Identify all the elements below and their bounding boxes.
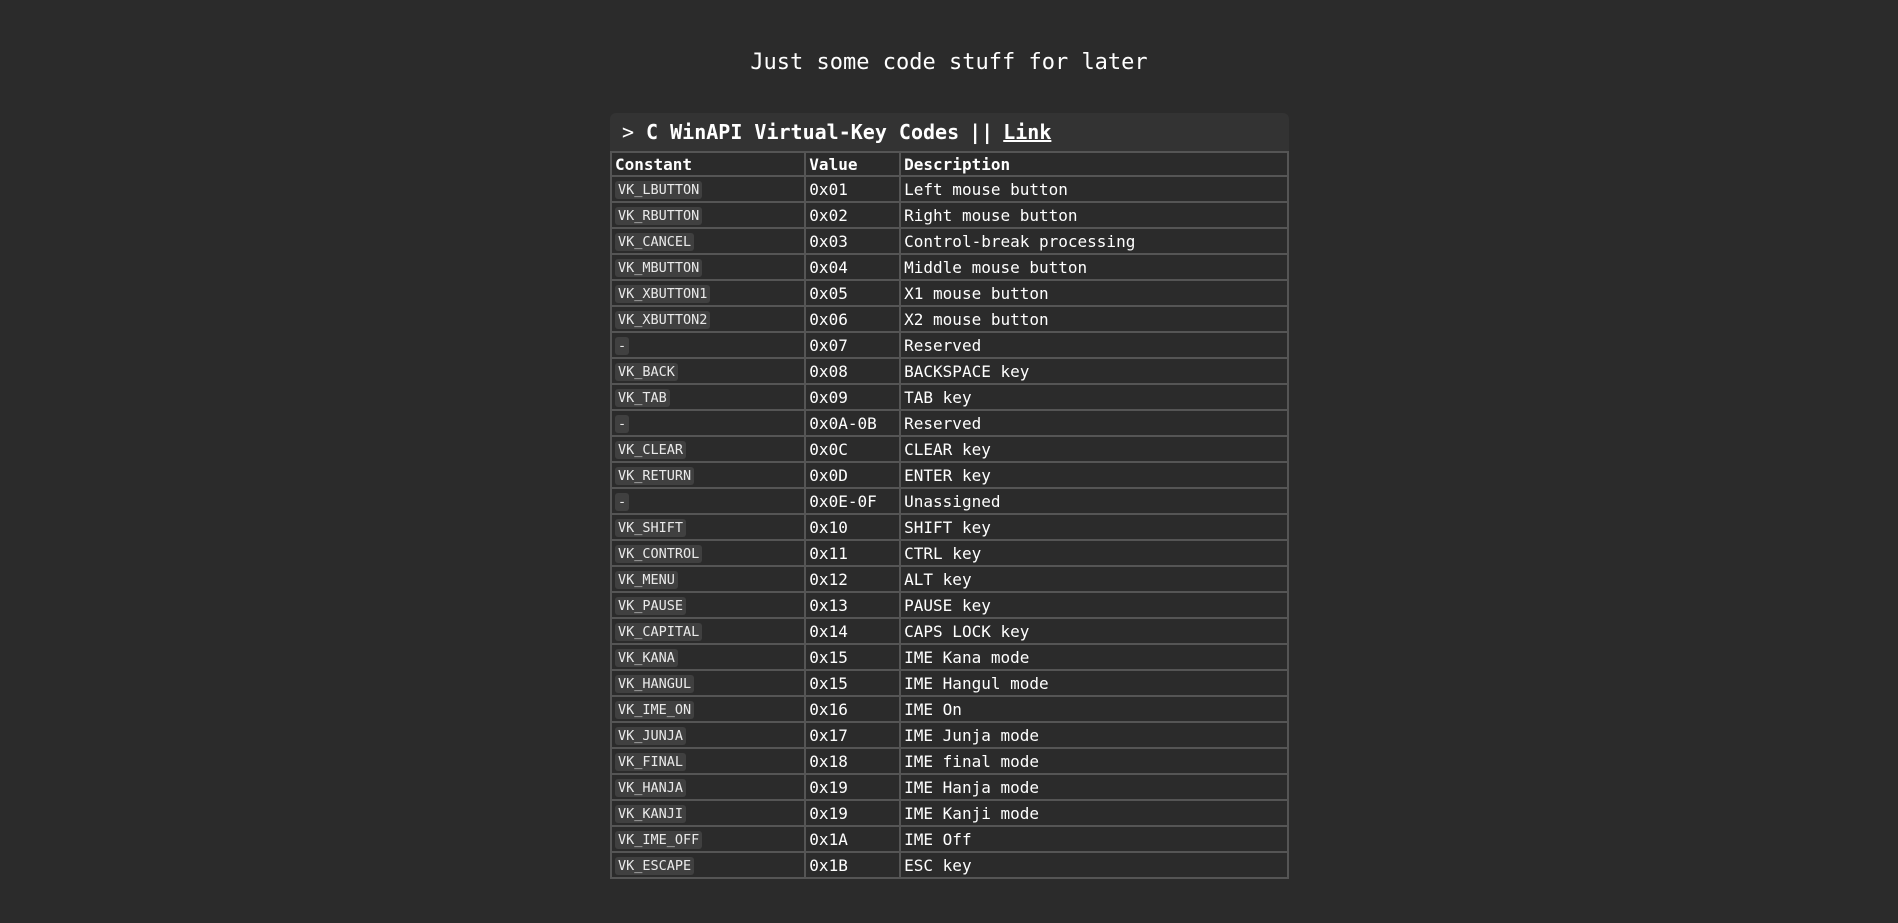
table-row [611, 826, 1288, 852]
constant-cell [611, 644, 805, 670]
table-row [611, 410, 1288, 436]
constant-code: VK_ESCAPE [615, 857, 694, 875]
constant-code: VK_RBUTTON [615, 207, 702, 225]
value-cell: 0x10 [805, 514, 900, 540]
constant-cell [611, 254, 805, 280]
value-cell: 0x18 [805, 748, 900, 774]
table-row [611, 566, 1288, 592]
description-cell: ESC key [900, 852, 1288, 878]
section-separator: || [969, 120, 994, 144]
constant-code: VK_HANJA [615, 779, 686, 797]
description-cell: PAUSE key [900, 592, 1288, 618]
virtual-key-table [610, 151, 1289, 879]
constant-code: VK_SHIFT [615, 519, 686, 537]
table-row [611, 696, 1288, 722]
table-row [611, 748, 1288, 774]
constant-code: VK_IME_ON [615, 701, 694, 719]
description-cell: IME Hangul mode [900, 670, 1288, 696]
description-cell: X1 mouse button [900, 280, 1288, 306]
value-cell: 0x09 [805, 384, 900, 410]
virtual-key-codes-section [610, 113, 1289, 879]
value-cell: 0x15 [805, 670, 900, 696]
value-cell: 0x0C [805, 436, 900, 462]
description-cell: CLEAR key [900, 436, 1288, 462]
table-row [611, 540, 1288, 566]
value-cell: 0x06 [805, 306, 900, 332]
description-cell: IME Off [900, 826, 1288, 852]
constant-code: - [615, 337, 629, 355]
value-cell: 0x1B [805, 852, 900, 878]
constant-code: VK_TAB [615, 389, 670, 407]
constant-cell [611, 228, 805, 254]
constant-cell [611, 696, 805, 722]
value-cell: 0x17 [805, 722, 900, 748]
column-header-description: Description [900, 152, 1288, 176]
constant-code: VK_KANA [615, 649, 678, 667]
constant-cell [611, 540, 805, 566]
constant-code: VK_XBUTTON1 [615, 285, 710, 303]
constant-code: VK_MENU [615, 571, 678, 589]
table-row [611, 592, 1288, 618]
table-row [611, 852, 1288, 878]
description-cell: ALT key [900, 566, 1288, 592]
description-cell: SHIFT key [900, 514, 1288, 540]
value-cell: 0x11 [805, 540, 900, 566]
constant-cell [611, 618, 805, 644]
description-cell: Left mouse button [900, 176, 1288, 202]
table-row [611, 228, 1288, 254]
constant-code: VK_PAUSE [615, 597, 686, 615]
constant-code: VK_HANGUL [615, 675, 694, 693]
value-cell: 0x02 [805, 202, 900, 228]
table-row [611, 436, 1288, 462]
description-cell: TAB key [900, 384, 1288, 410]
constant-code: - [615, 415, 629, 433]
table-row [611, 332, 1288, 358]
constant-code: VK_CANCEL [615, 233, 694, 251]
description-cell: IME On [900, 696, 1288, 722]
constant-cell [611, 306, 805, 332]
constant-cell [611, 514, 805, 540]
constant-code: VK_BACK [615, 363, 678, 381]
description-cell: CAPS LOCK key [900, 618, 1288, 644]
constant-code: VK_JUNJA [615, 727, 686, 745]
table-row [611, 670, 1288, 696]
description-cell: ENTER key [900, 462, 1288, 488]
column-header-value: Value [805, 152, 900, 176]
description-cell: IME final mode [900, 748, 1288, 774]
constant-cell [611, 488, 805, 514]
constant-code: VK_CONTROL [615, 545, 702, 563]
table-row [611, 176, 1288, 202]
section-summary-toggle[interactable] [610, 113, 1289, 151]
description-cell: Right mouse button [900, 202, 1288, 228]
constant-cell [611, 592, 805, 618]
table-row [611, 644, 1288, 670]
value-cell: 0x03 [805, 228, 900, 254]
constant-cell [611, 722, 805, 748]
constant-cell [611, 410, 805, 436]
description-cell: IME Junja mode [900, 722, 1288, 748]
section-heading: C WinAPI Virtual-Key Codes [646, 120, 960, 144]
description-cell: Unassigned [900, 488, 1288, 514]
value-cell: 0x14 [805, 618, 900, 644]
constant-cell [611, 332, 805, 358]
value-cell: 0x19 [805, 800, 900, 826]
value-cell: 0x13 [805, 592, 900, 618]
table-row [611, 774, 1288, 800]
table-row [611, 280, 1288, 306]
constant-cell [611, 566, 805, 592]
constant-cell [611, 748, 805, 774]
constant-cell [611, 436, 805, 462]
value-cell: 0x15 [805, 644, 900, 670]
constant-cell [611, 176, 805, 202]
constant-cell [611, 280, 805, 306]
constant-code: VK_XBUTTON2 [615, 311, 710, 329]
constant-code: VK_IME_OFF [615, 831, 702, 849]
page-title: Just some code stuff for later [750, 50, 1148, 75]
table-row [611, 358, 1288, 384]
table-row [611, 514, 1288, 540]
constant-code: VK_MBUTTON [615, 259, 702, 277]
reference-link[interactable]: Link [1003, 120, 1052, 144]
value-cell: 0x04 [805, 254, 900, 280]
description-cell: BACKSPACE key [900, 358, 1288, 384]
chevron-right-icon: > [622, 120, 635, 144]
constant-cell [611, 462, 805, 488]
description-cell: Middle mouse button [900, 254, 1288, 280]
description-cell: CTRL key [900, 540, 1288, 566]
table-row [611, 618, 1288, 644]
table-row [611, 722, 1288, 748]
value-cell: 0x1A [805, 826, 900, 852]
constant-cell [611, 852, 805, 878]
constant-code: - [615, 493, 629, 511]
constant-code: VK_RETURN [615, 467, 694, 485]
table-row [611, 254, 1288, 280]
description-cell: IME Kana mode [900, 644, 1288, 670]
constant-cell [611, 826, 805, 852]
value-cell: 0x01 [805, 176, 900, 202]
table-row [611, 488, 1288, 514]
value-cell: 0x19 [805, 774, 900, 800]
description-cell: IME Hanja mode [900, 774, 1288, 800]
constant-code: VK_CLEAR [615, 441, 686, 459]
constant-cell [611, 384, 805, 410]
value-cell: 0x05 [805, 280, 900, 306]
value-cell: 0x16 [805, 696, 900, 722]
constant-cell [611, 670, 805, 696]
description-cell: Reserved [900, 410, 1288, 436]
value-cell: 0x0D [805, 462, 900, 488]
table-row [611, 384, 1288, 410]
table-row [611, 800, 1288, 826]
value-cell: 0x12 [805, 566, 900, 592]
constant-code: VK_KANJI [615, 805, 686, 823]
table-header-row [611, 152, 1288, 176]
description-cell: X2 mouse button [900, 306, 1288, 332]
constant-cell [611, 358, 805, 384]
constant-cell [611, 774, 805, 800]
constant-code: VK_CAPITAL [615, 623, 702, 641]
constant-cell [611, 202, 805, 228]
column-header-constant: Constant [611, 152, 805, 176]
value-cell: 0x07 [805, 332, 900, 358]
value-cell: 0x08 [805, 358, 900, 384]
description-cell: IME Kanji mode [900, 800, 1288, 826]
value-cell: 0x0A-0B [805, 410, 900, 436]
table-row [611, 306, 1288, 332]
value-cell: 0x0E-0F [805, 488, 900, 514]
constant-code: VK_FINAL [615, 753, 686, 771]
description-cell: Control-break processing [900, 228, 1288, 254]
constant-code: VK_LBUTTON [615, 181, 702, 199]
description-cell: Reserved [900, 332, 1288, 358]
table-row [611, 462, 1288, 488]
constant-cell [611, 800, 805, 826]
table-row [611, 202, 1288, 228]
